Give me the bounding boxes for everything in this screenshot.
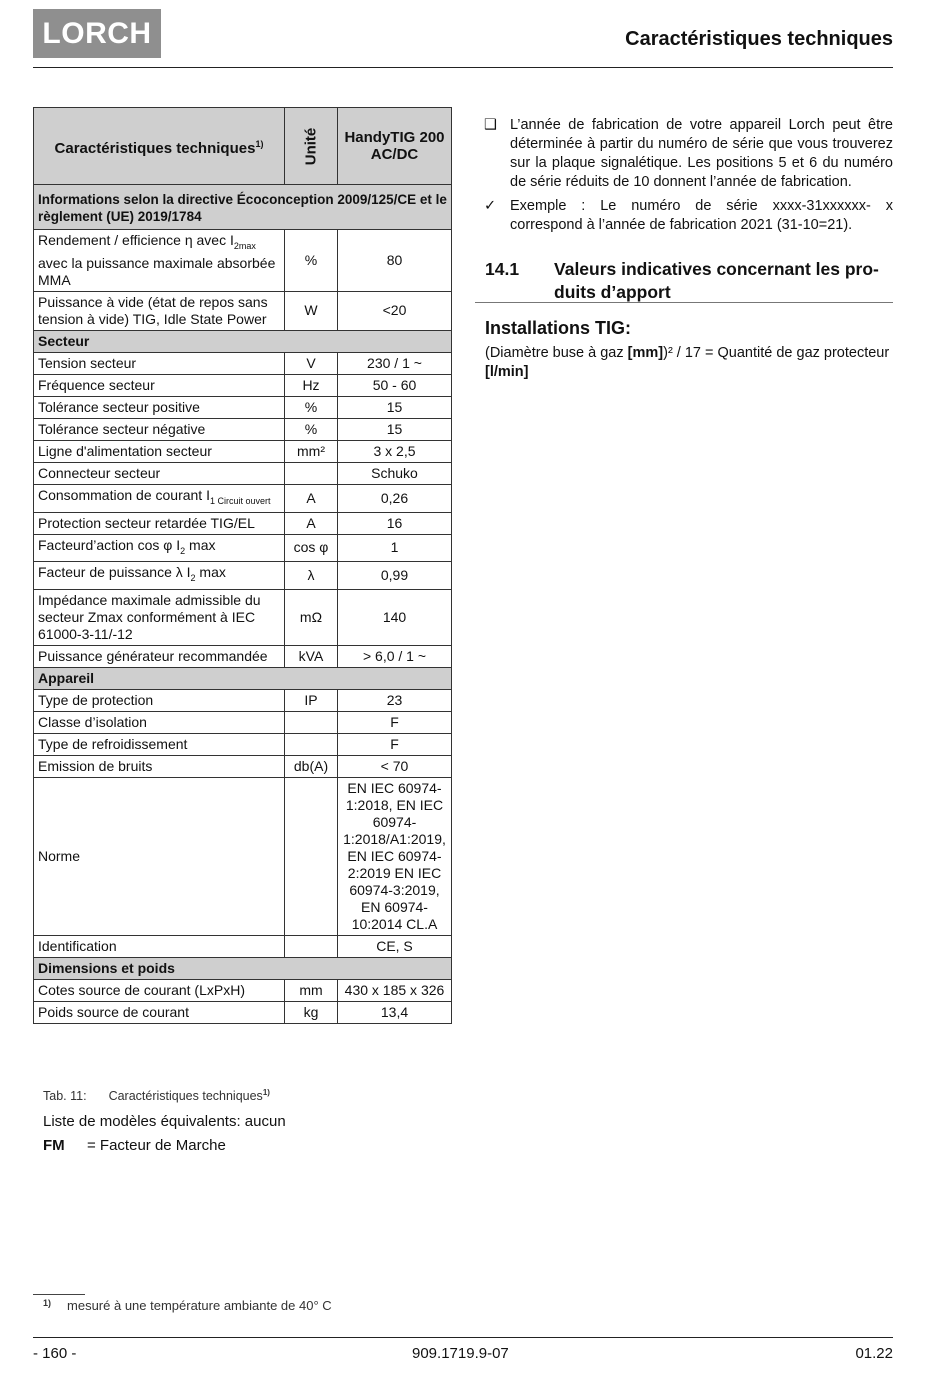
row-unit xyxy=(285,936,338,958)
section-title: Informations selon la directive Écoconception 2009/125/CE et le règlement (UE) 2019/1784 xyxy=(34,185,452,230)
row-label: Facteurd’action cos φ $I_2$ max xyxy=(34,534,285,562)
row-value: Schuko xyxy=(338,462,452,484)
row-label: Type de protection xyxy=(34,690,285,712)
table-header-row xyxy=(34,108,452,185)
row-label: Puissance à vide (état de repos sans tension à vide) TIG, Idle State Power xyxy=(34,291,285,330)
table-row xyxy=(34,690,452,712)
row-value: F xyxy=(338,734,452,756)
header-label: Caractéristiques techniques$^{1)}$ xyxy=(34,108,285,185)
row-label: Rendement / efficience η avec $I_{2max}$ avec la puissance maximale absorbée MMA xyxy=(34,230,285,292)
section-number: 14.1 xyxy=(485,259,520,279)
row-unit: mm² xyxy=(285,440,338,462)
specifications-table xyxy=(33,107,452,1024)
footer-divider xyxy=(33,1337,893,1338)
row-label: Fréquence secteur xyxy=(34,374,285,396)
row-unit xyxy=(285,712,338,734)
table-row xyxy=(34,396,452,418)
row-value: EN IEC 60974-1:2018, EN IEC 60974-1:2018/A1:2019, EN IEC 60974-2:2019 EN IEC 60974-3:2019, EN 60974-10:2014 CL.A xyxy=(338,778,452,936)
install-title: Installations TIG: xyxy=(485,318,632,338)
row-value: 16 xyxy=(338,512,452,534)
row-unit: cos φ xyxy=(285,534,338,562)
gas-formula: (Diamètre buse à gaz [mm])² / 17 = Quantité de gaz protecteur [l/min] xyxy=(485,345,890,380)
section-divider xyxy=(475,302,893,303)
row-unit xyxy=(285,778,338,936)
row-label: Tolérance secteur négative xyxy=(34,418,285,440)
row-label: Classe d’isolation xyxy=(34,712,285,734)
table-row xyxy=(34,590,452,646)
row-value: 3 x 2,5 xyxy=(338,440,452,462)
table-row xyxy=(34,291,452,330)
row-value: 1 xyxy=(338,534,452,562)
row-value: 15 xyxy=(338,396,452,418)
table-row xyxy=(34,936,452,958)
row-unit: kVA xyxy=(285,646,338,668)
row-value: 15 xyxy=(338,418,452,440)
row-value: F xyxy=(338,712,452,734)
row-value: 23 xyxy=(338,690,452,712)
row-unit: Hz xyxy=(285,374,338,396)
table-row xyxy=(34,778,452,936)
header-divider xyxy=(33,67,893,68)
table-row xyxy=(34,980,452,1002)
page-number: - 160 - xyxy=(33,1345,77,1362)
row-label: Tension secteur xyxy=(34,352,285,374)
row-value: <20 xyxy=(338,291,452,330)
row-unit: % xyxy=(285,230,338,292)
row-unit: IP xyxy=(285,690,338,712)
row-unit: % xyxy=(285,396,338,418)
equivalent-models: Liste de modèles équivalents: aucun xyxy=(43,1113,286,1130)
table-row xyxy=(34,646,452,668)
section-title: Appareil xyxy=(34,668,452,690)
fm-abbr: FM xyxy=(43,1137,65,1154)
table-row xyxy=(34,374,452,396)
row-value: 0,26 xyxy=(338,484,452,512)
row-label: Poids source de courant xyxy=(34,1002,285,1024)
table-row xyxy=(34,734,452,756)
header-unit: Unité xyxy=(285,108,338,185)
table-row xyxy=(34,418,452,440)
section-title: Valeurs indicatives concernant les pro-duits d’apport xyxy=(554,259,879,302)
section-row xyxy=(34,958,452,980)
fm-def: = Facteur de Marche xyxy=(87,1137,226,1154)
row-unit: % xyxy=(285,418,338,440)
section-row xyxy=(34,668,452,690)
row-unit: A xyxy=(285,484,338,512)
fm-definition xyxy=(43,1137,226,1154)
year-paragraph: L’année de fabrication de votre appareil Lorch peut être déterminée à partir du numéro de série que vous trouverez sur la plaque signalétique. Les positions 5 et 6 du numéro de série réduits de 10 donnent l’année de fabrication. xyxy=(510,117,893,190)
row-value: CE, S xyxy=(338,936,452,958)
row-label: Emission de bruits xyxy=(34,756,285,778)
checkmark-icon: ✓ xyxy=(484,198,497,214)
row-label: Identification xyxy=(34,936,285,958)
table-row xyxy=(34,462,452,484)
table-row xyxy=(34,562,452,590)
table-row xyxy=(34,1002,452,1024)
row-unit: mm xyxy=(285,980,338,1002)
row-label: Ligne d'alimentation secteur xyxy=(34,440,285,462)
row-value: 13,4 xyxy=(338,1002,452,1024)
table-row xyxy=(34,534,452,562)
table-caption: Tab. 11: Caractéristiques techniques$^{1)}$ xyxy=(43,1088,270,1104)
row-unit: db(A) xyxy=(285,756,338,778)
row-value: 80 xyxy=(338,230,452,292)
row-label: Connecteur secteur xyxy=(34,462,285,484)
row-unit xyxy=(285,734,338,756)
row-unit: A xyxy=(285,512,338,534)
example-info xyxy=(485,197,893,235)
row-unit xyxy=(285,462,338,484)
row-label: Facteur de puissance λ $I_2$ max xyxy=(34,562,285,590)
section-heading xyxy=(485,258,893,304)
row-unit: V xyxy=(285,352,338,374)
row-unit: mΩ xyxy=(285,590,338,646)
section-title: Secteur xyxy=(34,330,452,352)
row-value: 230 / 1 ~ xyxy=(338,352,452,374)
row-label: Type de refroidissement xyxy=(34,734,285,756)
table-row xyxy=(34,440,452,462)
table-row xyxy=(34,484,452,512)
lorch-logo: LORCH xyxy=(33,9,161,58)
section-row xyxy=(34,330,452,352)
header-model: HandyTIG 200 AC/DC xyxy=(338,108,452,185)
row-unit: λ xyxy=(285,562,338,590)
table-row xyxy=(34,230,452,292)
row-value: 140 xyxy=(338,590,452,646)
table-row xyxy=(34,352,452,374)
row-label: Cotes source de courant (LxPxH) xyxy=(34,980,285,1002)
row-unit: W xyxy=(285,291,338,330)
row-label: Puissance générateur recommandée xyxy=(34,646,285,668)
row-value: 430 x 185 x 326 xyxy=(338,980,452,1002)
table-row xyxy=(34,712,452,734)
document-date: 01.22 xyxy=(855,1345,893,1362)
page-header-title: Caractéristiques techniques xyxy=(625,28,893,50)
footnote: $^{1)}$ mesuré à une température ambiante de 40° C xyxy=(43,1298,332,1313)
section-row xyxy=(34,185,452,230)
row-unit: kg xyxy=(285,1002,338,1024)
row-value: < 70 xyxy=(338,756,452,778)
row-label: Tolérance secteur positive xyxy=(34,396,285,418)
year-info xyxy=(485,116,893,192)
table-row xyxy=(34,512,452,534)
table-row xyxy=(34,756,452,778)
row-label: Impédance maximale admissible du secteur Zmax conformément à IEC 61000-3-11/-12 xyxy=(34,590,285,646)
footnote-divider xyxy=(33,1294,85,1295)
row-value: 0,99 xyxy=(338,562,452,590)
checkbox-bullet-icon: ❑ xyxy=(484,117,497,133)
row-value: > 6,0 / 1 ~ xyxy=(338,646,452,668)
row-value: 50 - 60 xyxy=(338,374,452,396)
row-label: Norme xyxy=(34,778,285,936)
section-title: Dimensions et poids xyxy=(34,958,452,980)
row-label: Consommation de courant $I_{1 Circuit ouvert}$ xyxy=(34,484,285,512)
example-paragraph: Exemple : Le numéro de série xxxx-31xxxxxx- x correspond à l’année de fabrication 2021 (31-10=21). xyxy=(510,198,893,233)
document-number: 909.1719.9-07 xyxy=(412,1345,509,1362)
row-label: Protection secteur retardée TIG/EL xyxy=(34,512,285,534)
